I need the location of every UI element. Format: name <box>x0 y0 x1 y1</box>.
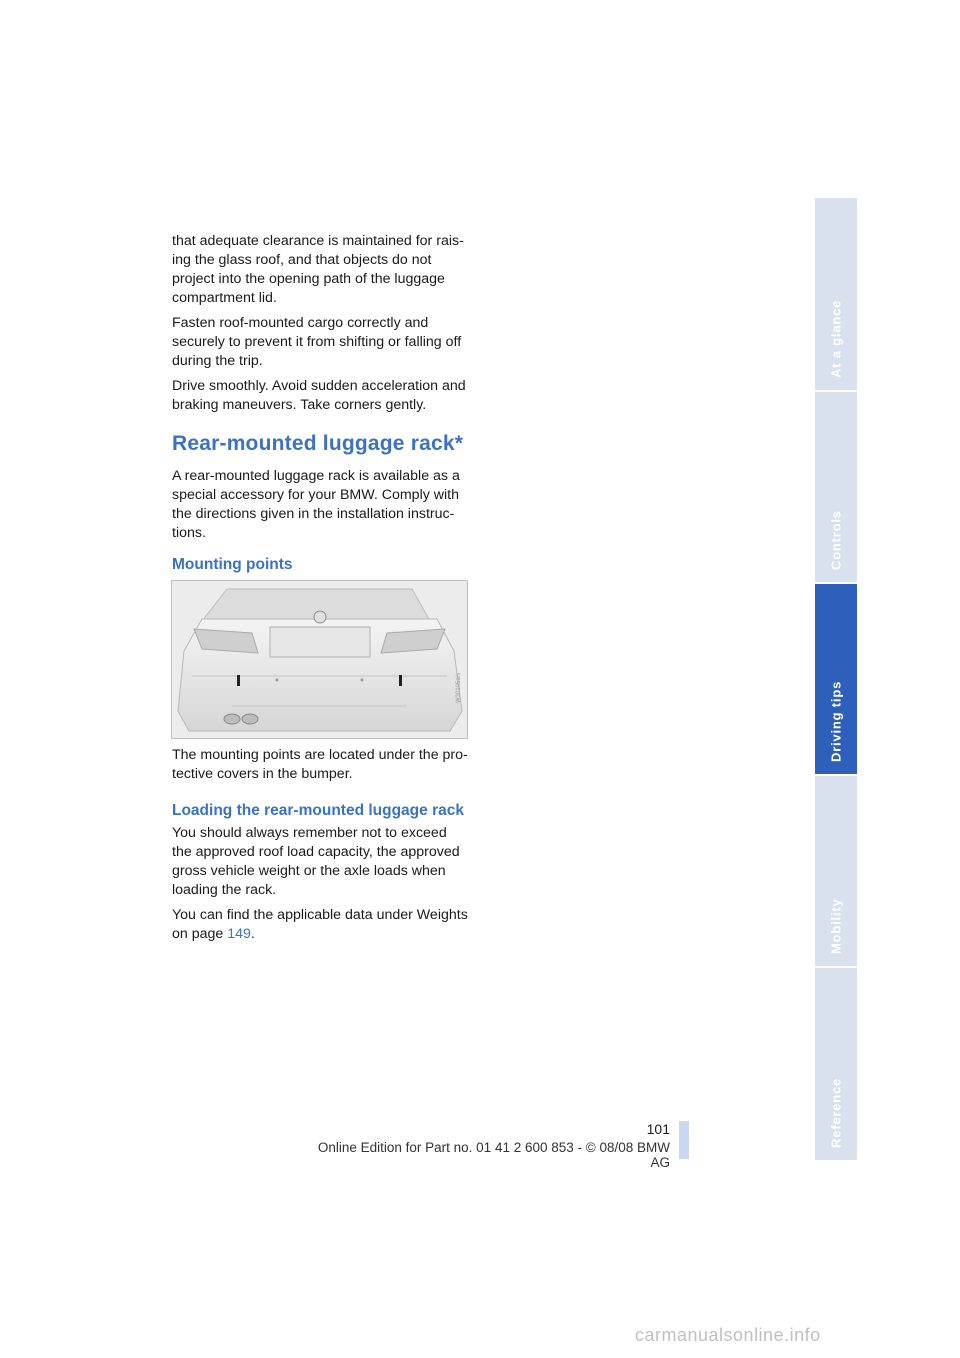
mounting-heading-wrap <box>172 556 468 573</box>
tab-mobility[interactable] <box>815 776 857 966</box>
section-paragraph: A rear-mounted luggage rack is available as a special accessory for your BMW. Comply with the directions given in the installation instruc-tions. <box>172 468 460 541</box>
tab-at-a-glance[interactable] <box>815 198 857 390</box>
footer-accent-bar <box>679 1121 689 1159</box>
loading-paragraph: You should always remember not to exceed the approved roof load capacity, the approved gross vehicle weight or the axle loads when loading the rack. <box>172 825 460 898</box>
figure-code: W30105a/s <box>456 672 462 703</box>
chapter-tabs <box>815 198 857 1160</box>
car-rear-figure <box>171 580 468 739</box>
tab-label: Controls <box>828 510 844 570</box>
mounting-caption: The mounting points are located under the pro-tective covers in the bumper. <box>172 747 468 782</box>
loading-section <box>172 802 468 944</box>
edition-footer: Online Edition for Part no. 01 41 2 600 853 - © 08/08 BMW AG <box>317 1140 670 1170</box>
mounting-points-heading: Mounting points <box>172 556 293 573</box>
page-ref-suffix: . <box>250 926 255 942</box>
page-number: 101 <box>646 1121 670 1137</box>
page-149-link[interactable]: 149 <box>227 926 251 942</box>
tab-controls[interactable] <box>815 392 857 582</box>
tab-reference[interactable] <box>815 968 857 1160</box>
intro-text <box>172 232 468 415</box>
page-reference <box>172 906 468 944</box>
intro-paragraph-3: Drive smoothly. Avoid sudden acceleration and braking maneuvers. Take corners gently. <box>172 378 466 413</box>
mounting-caption-wrap <box>172 746 468 784</box>
tab-label: At a glance <box>828 299 844 378</box>
section-title: Rear-mounted luggage rack* <box>172 432 464 455</box>
tab-label: Reference <box>828 1077 844 1148</box>
tab-driving-tips[interactable] <box>815 584 857 774</box>
page-ref-prefix: You can find the applicable data under Weights on page <box>172 907 468 942</box>
intro-paragraph-1: that adequate clearance is maintained for rais-ing the glass roof, and that objects do not project into the opening path of the luggage compartment lid. <box>172 233 464 306</box>
section-intro <box>172 467 468 543</box>
loading-heading: Loading the rear-mounted luggage rack <box>172 802 464 819</box>
tab-label: Driving tips <box>828 680 844 762</box>
watermark: carmanualsonline.info <box>635 1325 821 1345</box>
tab-label: Mobility <box>828 898 844 954</box>
intro-paragraph-2: Fasten roof-mounted cargo correctly and securely to prevent it from shifting or falling off during the trip. <box>172 315 462 369</box>
car-rear-illustration <box>172 581 467 738</box>
